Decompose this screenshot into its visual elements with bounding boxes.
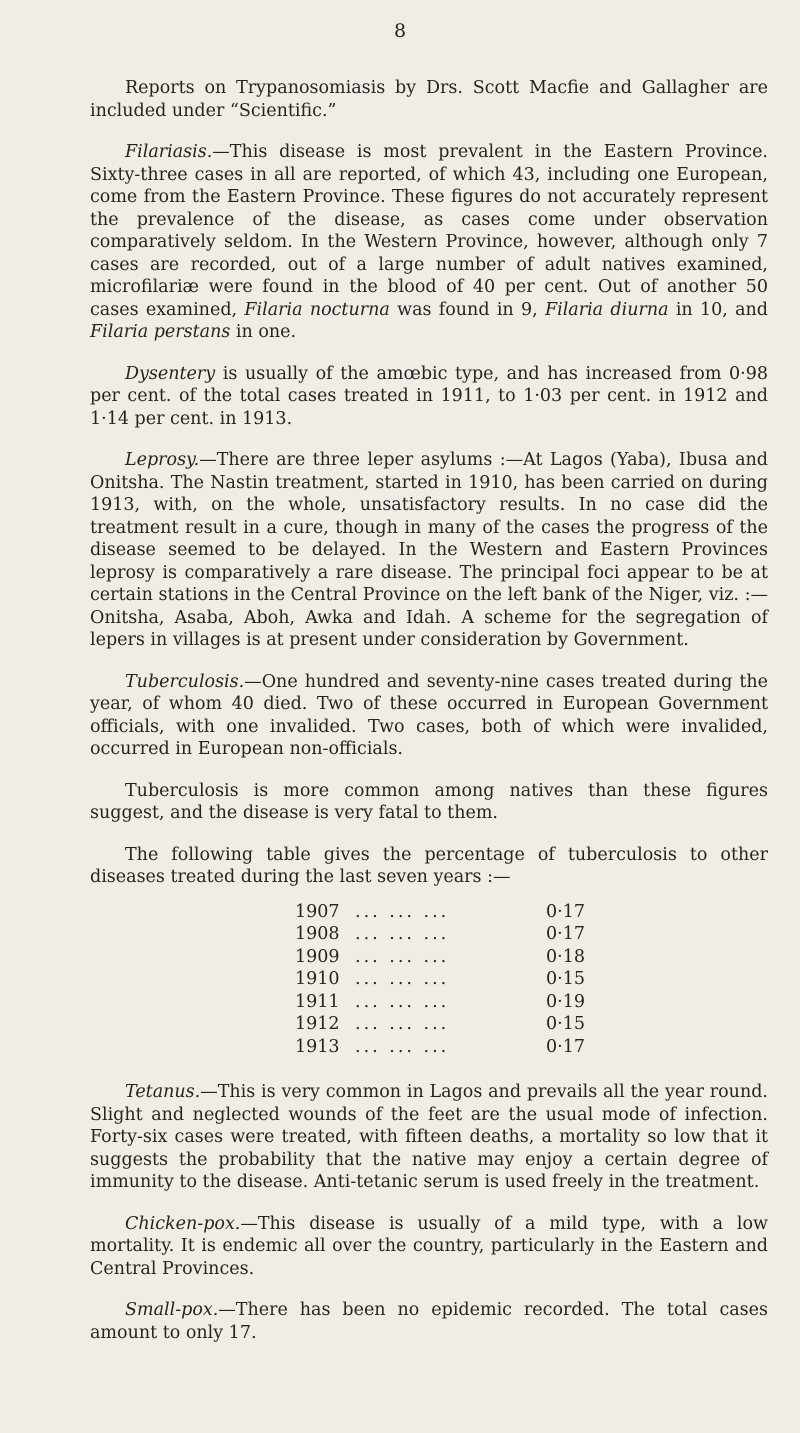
dysentery-heading: Dysentery xyxy=(125,363,216,384)
table-row xyxy=(295,946,768,969)
table-value: 0·19 xyxy=(546,991,585,1012)
table-row xyxy=(295,968,768,991)
table-value: 0·17 xyxy=(546,924,585,944)
table-leader: ... ... ... xyxy=(355,1036,450,1057)
leprosy-heading: Leprosy. xyxy=(125,450,200,470)
table-year: 1913 xyxy=(295,1036,340,1057)
table-value: 0·15 xyxy=(546,1014,585,1034)
filaria-diurna: Filaria diurna xyxy=(544,299,669,320)
filariasis-text-3: in 10, and xyxy=(668,299,769,320)
intro-text: Reports on Trypanosomiasis by Drs. Scott Macfie and Gallagher are included under “Scientific.” xyxy=(90,78,768,121)
smallpox-text: —There has been no epidemic recorded. The total cases amount to only 17. xyxy=(90,1300,768,1343)
filaria-nocturna: Filaria nocturna xyxy=(244,299,390,320)
tetanus-heading: Tetanus. xyxy=(125,1082,201,1102)
table-year: 1908 xyxy=(295,924,340,944)
table-row xyxy=(295,1013,768,1036)
filariasis-text-1: —This disease is most prevalent in the Eastern Province. Sixty-three cases in all are reported, of which 43, including one European, come from the Eastern Province. These figures do not accurately represent the prevalence of the disease, as cases come under observation comparatively seldom. In the Western Province, however, although only 7 cases are recorded, out of a large number of adult natives examined, microfilariæ were found in the blood of 40 per cent. Out of another 50 cases examined, xyxy=(90,142,768,320)
table-row xyxy=(295,923,768,946)
filaria-perstans: Filaria perstans xyxy=(90,322,231,342)
tuberculosis-percentage-table xyxy=(90,901,768,1059)
table-intro-text: The following table gives the percentage of tuberculosis to other diseases treated during the last seven years :— xyxy=(90,844,768,887)
table-value: 0·18 xyxy=(546,946,585,967)
paragraph-tuberculosis xyxy=(90,671,768,761)
table-leader: ... ... ... xyxy=(355,1014,450,1034)
table-leader: ... ... ... xyxy=(355,924,450,944)
dysentery-text: is usually of the amœbic type, and has increased from 0·98 per cent. of the total cases treated in 1911, to 1·03 per cent. in 1912 and 1·14 per cent. in 1913. xyxy=(90,363,768,429)
tetanus-text: —This is very common in Lagos and prevails all the year round. Slight and neglected wounds of the feet are the usual mode of infection. Forty-six cases were treated, with fifteen deaths, a mortality so low that it suggests the probability that the native may enjoy a certain degree of immunity to the disease. Anti-tetanic serum is used freely in the treatment. xyxy=(90,1082,768,1192)
table-value: 0·17 xyxy=(546,901,585,922)
table-year: 1907 xyxy=(295,901,340,922)
paragraph-intro xyxy=(90,77,768,122)
paragraph-tuberculosis-2 xyxy=(90,780,768,825)
table-year: 1910 xyxy=(295,969,340,989)
table-year: 1912 xyxy=(295,1014,340,1034)
smallpox-heading: Small-pox. xyxy=(125,1300,219,1320)
leprosy-text: —There are three leper asylums :—At Lagos (Yaba), Ibusa and Onitsha. The Nastin treatment, started in 1910, has been carried on during 1913, with, on the whole, unsatisfactory results. In no case did the treatment result in a cure, though in many of the cases the progress of the disease seemed to be delayed. In the Western and Eastern Provinces leprosy is comparatively a rare disease. The principal foci appear to be at certain stations in the Central Province on the left bank of the Niger, viz. :—Onitsha, Asaba, Aboh, Awka and Idah. A scheme for the segregation of lepers in villages is at present under consideration by Government. xyxy=(90,450,768,650)
page-content xyxy=(90,77,768,1363)
page-number: 8 xyxy=(393,20,407,42)
chickenpox-text: —This disease is usually of a mild type, with a low mortality. It is endemic all over the country, particularly in the Eastern and Central Provinces. xyxy=(90,1213,768,1279)
table-leader: ... ... ... xyxy=(355,969,450,989)
paragraph-chickenpox xyxy=(90,1213,768,1281)
tuberculosis-2-text: Tuberculosis is more common among natives than these figures suggest, and the disease is very fatal to them. xyxy=(90,780,768,823)
tuberculosis-text: —One hundred and seventy-nine cases treated during the year, of whom 40 died. Two of these occurred in European Government officials, with one invalided. Two cases, both of which were invalided, occurred in European non-officials. xyxy=(90,671,768,759)
filariasis-text-4: in one. xyxy=(230,322,297,342)
table-value: 0·15 xyxy=(546,969,585,989)
paragraph-dysentery xyxy=(90,363,768,431)
table-year: 1909 xyxy=(295,946,340,967)
table-row xyxy=(295,1036,768,1059)
paragraph-tetanus xyxy=(90,1081,768,1194)
table-leader: ... ... ... xyxy=(355,946,450,967)
chickenpox-heading: Chicken-pox. xyxy=(125,1213,241,1234)
table-value: 0·17 xyxy=(546,1036,585,1057)
filariasis-heading: Filariasis. xyxy=(125,142,213,162)
table-row xyxy=(295,991,768,1014)
paragraph-filariasis xyxy=(90,141,768,344)
paragraph-leprosy xyxy=(90,449,768,652)
table-leader: ... ... ... xyxy=(355,901,450,922)
paragraph-table-intro xyxy=(90,844,768,889)
paragraph-smallpox xyxy=(90,1299,768,1344)
tuberculosis-heading: Tuberculosis. xyxy=(125,671,245,692)
table-leader: ... ... ... xyxy=(355,991,450,1012)
filariasis-text-2: was found in 9, xyxy=(389,299,545,320)
table-row xyxy=(295,901,768,924)
table-year: 1911 xyxy=(295,991,340,1012)
